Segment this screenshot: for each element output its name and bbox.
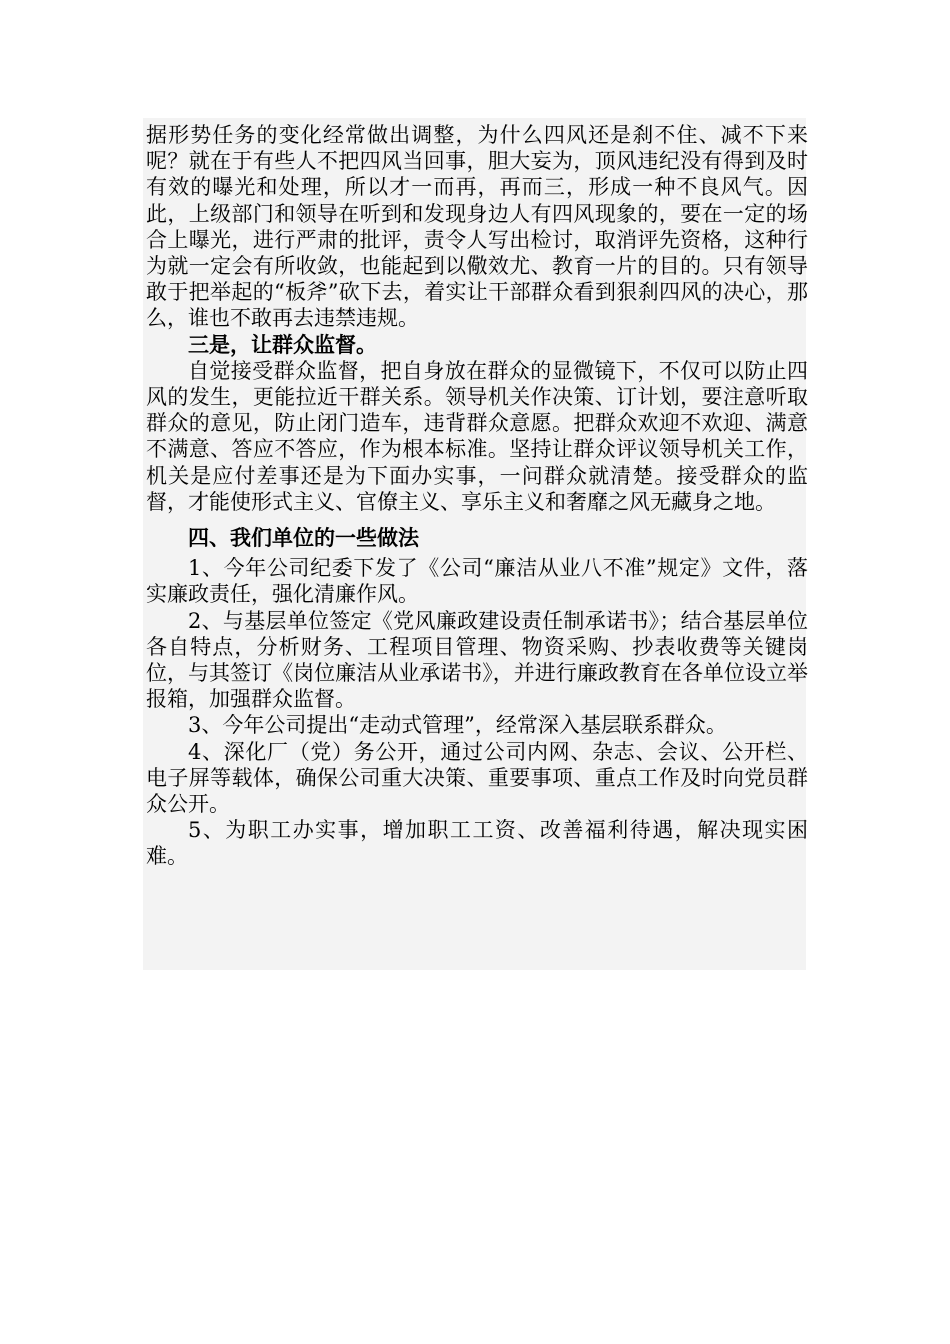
document-body: [146, 122, 808, 870]
list-item-1: 1、今年公司纪委下发了《公司“廉洁从业八不准”规定》文件，落实廉政责任，强化清廉作风。: [146, 556, 808, 607]
sub-heading-public-supervision: 三是，让群众监督。: [188, 332, 377, 357]
paragraph-continuation: 据形势任务的变化经常做出调整，为什么四风还是刹不住、减不下来呢？就在于有些人不把四风当回事，胆大妄为，顶风违纪没有得到及时有效的曝光和处理，所以才一而再，再而三，形成一种不良风气。因此，上级部门和领导在听到和发现身边人有四风现象的，要在一定的场合上曝光，进行严肃的批评，责令人写出检讨，取消评先资格，这种行为就一定会有所收敛，也能起到以儆效尤、教育一片的目的。只有领导敢于把举起的“板斧”砍下去，着实让干部群众看到狠刹四风的决心，那么，谁也不敢再去违禁违规。: [146, 123, 808, 331]
list-item-2: 2、与基层单位签定《党风廉政建设责任制承诺书》；结合基层单位各自特点，分析财务、工程项目管理、物资采购、抄表收费等关键岗位，与其签订《岗位廉洁从业承诺书》，并进行廉政教育在各单位设立举报箱，加强群众监督。: [146, 608, 808, 712]
paragraph-public-supervision: 自觉接受群众监督，把自身放在群众的显微镜下，不仅可以防止四风的发生，更能拉近干群关系。领导机关作决策、订计划，要注意听取群众的意见，防止闭门造车，违背群众意愿。把群众欢迎不欢迎、满意不满意、答应不答应，作为根本标准。坚持让群众评议领导机关工作，机关是应付差事还是为下面办实事，一问群众就清楚。接受群众的监督，才能使形式主义、官僚主义、享乐主义和奢靡之风无藏身之地。: [146, 358, 808, 514]
list-item-4: 4、深化厂（党）务公开，通过公司内网、杂志、会议、公开栏、电子屏等载体，确保公司重大决策、重要事项、重点工作及时向党员群众公开。: [146, 739, 808, 817]
section-heading-our-practices: 四、我们单位的一些做法: [188, 526, 419, 551]
list-item-3: 3、今年公司提出“走动式管理”，经常深入基层联系群众。: [188, 713, 727, 738]
list-item-5: 5、为职工办实事，增加职工工资、改善福利待遇，解决现实困难。: [146, 818, 808, 869]
